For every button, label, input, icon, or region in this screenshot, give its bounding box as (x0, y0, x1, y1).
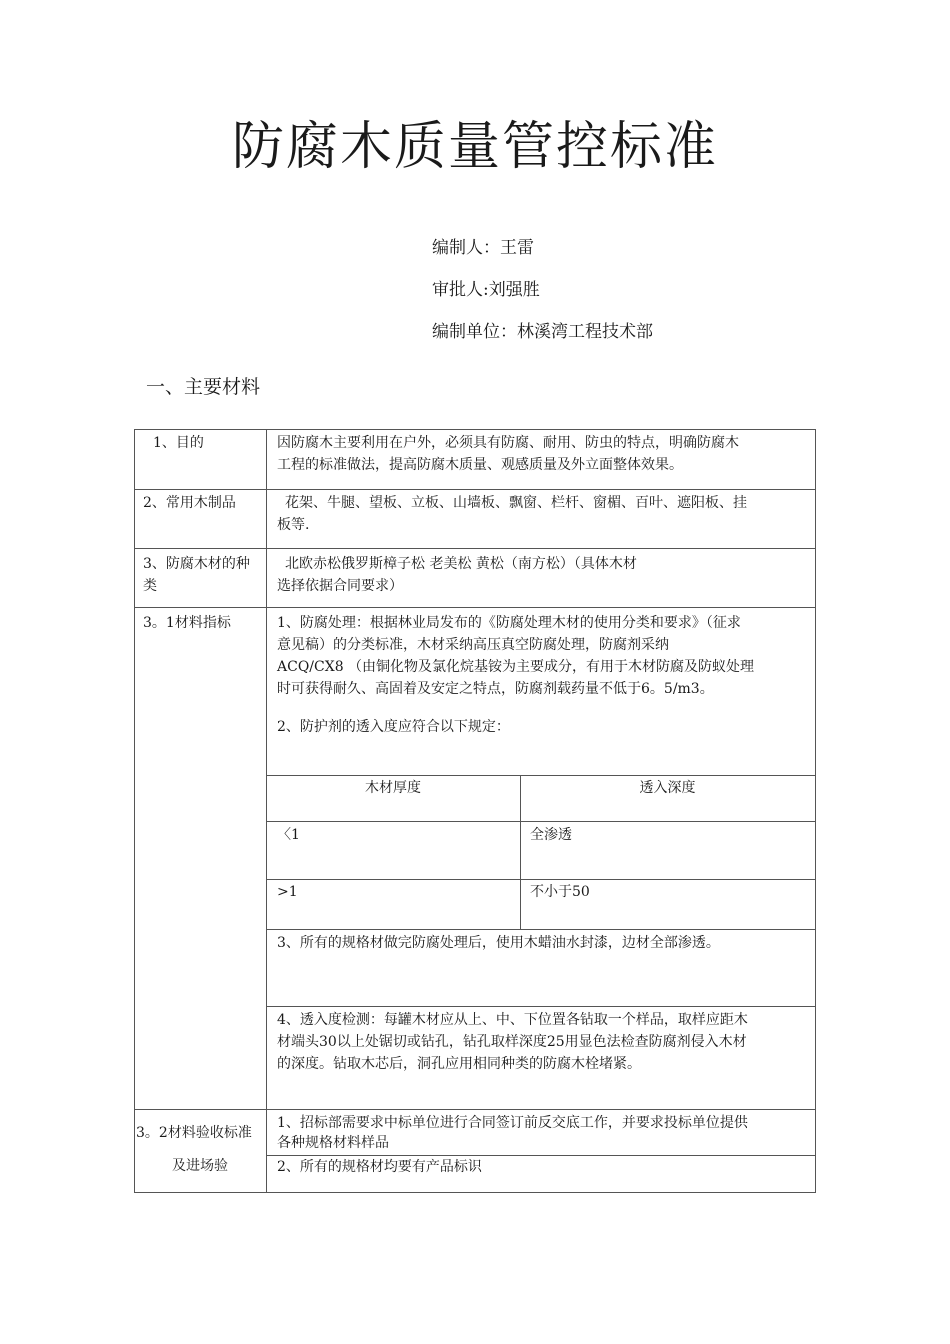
subtable-cell: 不小于50 (530, 884, 590, 900)
text-line: ACQ/CX8 （由铜化物及氯化烷基铵为主要成分，有用于木材防腐及防蚁处理 (277, 659, 755, 675)
row-label-material-index: 3。1材料指标 (143, 615, 231, 631)
text-line: 材端头30以上处锯切或钻孔，钻孔取样深度25用显色法检查防腐剂侵入木材 (277, 1034, 747, 1050)
text-line: 及进场验 (172, 1158, 228, 1174)
subtable-cell: >1 (277, 884, 298, 900)
document-title: 防腐木质量管控标准 (231, 117, 718, 177)
row-content-wood-types (277, 553, 637, 597)
subtable-cell: 全渗透 (530, 827, 572, 843)
text-line: 的深度。钻取木芯后，洞孔应用相同种类的防腐木栓堵紧。 (277, 1056, 641, 1072)
row-divider (134, 607, 815, 608)
subtable-cell: 〈1 (277, 827, 300, 843)
row-label-wood-types (143, 553, 250, 597)
row-content-products (277, 492, 747, 536)
text-line: 3。2材料验收标准 (136, 1125, 252, 1141)
author-line: 编制人：王雷 (432, 238, 534, 258)
sealing-paragraph: 3、所有的规格材做完防腐处理后，使用木蜡油水封漆，边材全部渗透。 (277, 935, 720, 951)
text-line: 工程的标准做法，提高防腐木质量、观感质量及外立面整体效果。 (277, 457, 683, 473)
unit-line: 编制单位：林溪湾工程技术部 (432, 322, 653, 342)
text-line: 1、招标部需要求中标单位进行合同签订前反交底工作，并要求投标单位提供 (277, 1115, 748, 1131)
subtable-header-depth: 透入深度 (639, 780, 696, 796)
penetration-test-paragraph (277, 1009, 748, 1075)
subtable-line (266, 821, 815, 822)
row-label-products: 2、常用木制品 (143, 495, 236, 511)
text-line: 各种规格材料样品 (277, 1135, 389, 1151)
table-border-right (815, 429, 816, 1193)
subtable-line (266, 775, 815, 776)
table-border-left (134, 429, 135, 1193)
text-line: 因防腐木主要利用在户外，必须具有防腐、耐用、防虫的特点，明确防腐木 (277, 435, 739, 451)
text-line: 时可获得耐久、高固着及安定之特点，防腐剂载药量不低于6。5/m3。 (277, 681, 714, 697)
text-line: 3、防腐木材的种 (143, 556, 250, 572)
subtable-line (266, 879, 815, 880)
row-content-purpose (277, 432, 739, 476)
row-divider (134, 1109, 815, 1110)
acceptance-paragraph-1 (277, 1113, 748, 1153)
penetration-paragraph: 2、防护剂的透入度应符合以下规定： (277, 719, 510, 735)
table-border-bottom (134, 1192, 815, 1193)
text-line: 类 (143, 578, 157, 594)
text-line: 板等. (277, 517, 310, 533)
text-line: 北欧赤松俄罗斯樟子松 老美松 黄松（南方松）（具体木材 (285, 556, 637, 572)
text-line: 1、防腐处理：根据林业局发布的《防腐处理木材的使用分类和要求》（征求 (277, 615, 741, 631)
row-divider (134, 548, 815, 549)
section-heading: 一、主要材料 (146, 376, 261, 398)
acceptance-paragraph-2: 2、所有的规格材均要有产品标识 (277, 1159, 482, 1175)
subtable-line (266, 1006, 815, 1007)
row-label-purpose: 1、目的 (153, 435, 204, 451)
table-column-divider (266, 429, 267, 1193)
text-line: 选择依据合同要求） (277, 578, 403, 594)
subtable-header-thickness: 木材厚度 (365, 780, 421, 796)
row-divider (134, 489, 815, 490)
subtable-line (266, 929, 815, 930)
text-line: 4、透入度检测：每罐木材应从上、中、下位置各钻取一个样品，取样应距木 (277, 1012, 748, 1028)
text-line: 花架、牛腿、望板、立板、山墙板、飘窗、栏杆、窗楣、百叶、遮阳板、挂 (285, 495, 747, 511)
approver-line: 审批人:刘强胜 (432, 280, 540, 300)
text-line: 意见稿）的分类标准，木材采纳高压真空防腐处理，防腐剂采纳 (277, 637, 669, 653)
table-border-top (134, 429, 815, 430)
row-label-acceptance (136, 1122, 266, 1177)
treatment-paragraph (277, 612, 754, 700)
